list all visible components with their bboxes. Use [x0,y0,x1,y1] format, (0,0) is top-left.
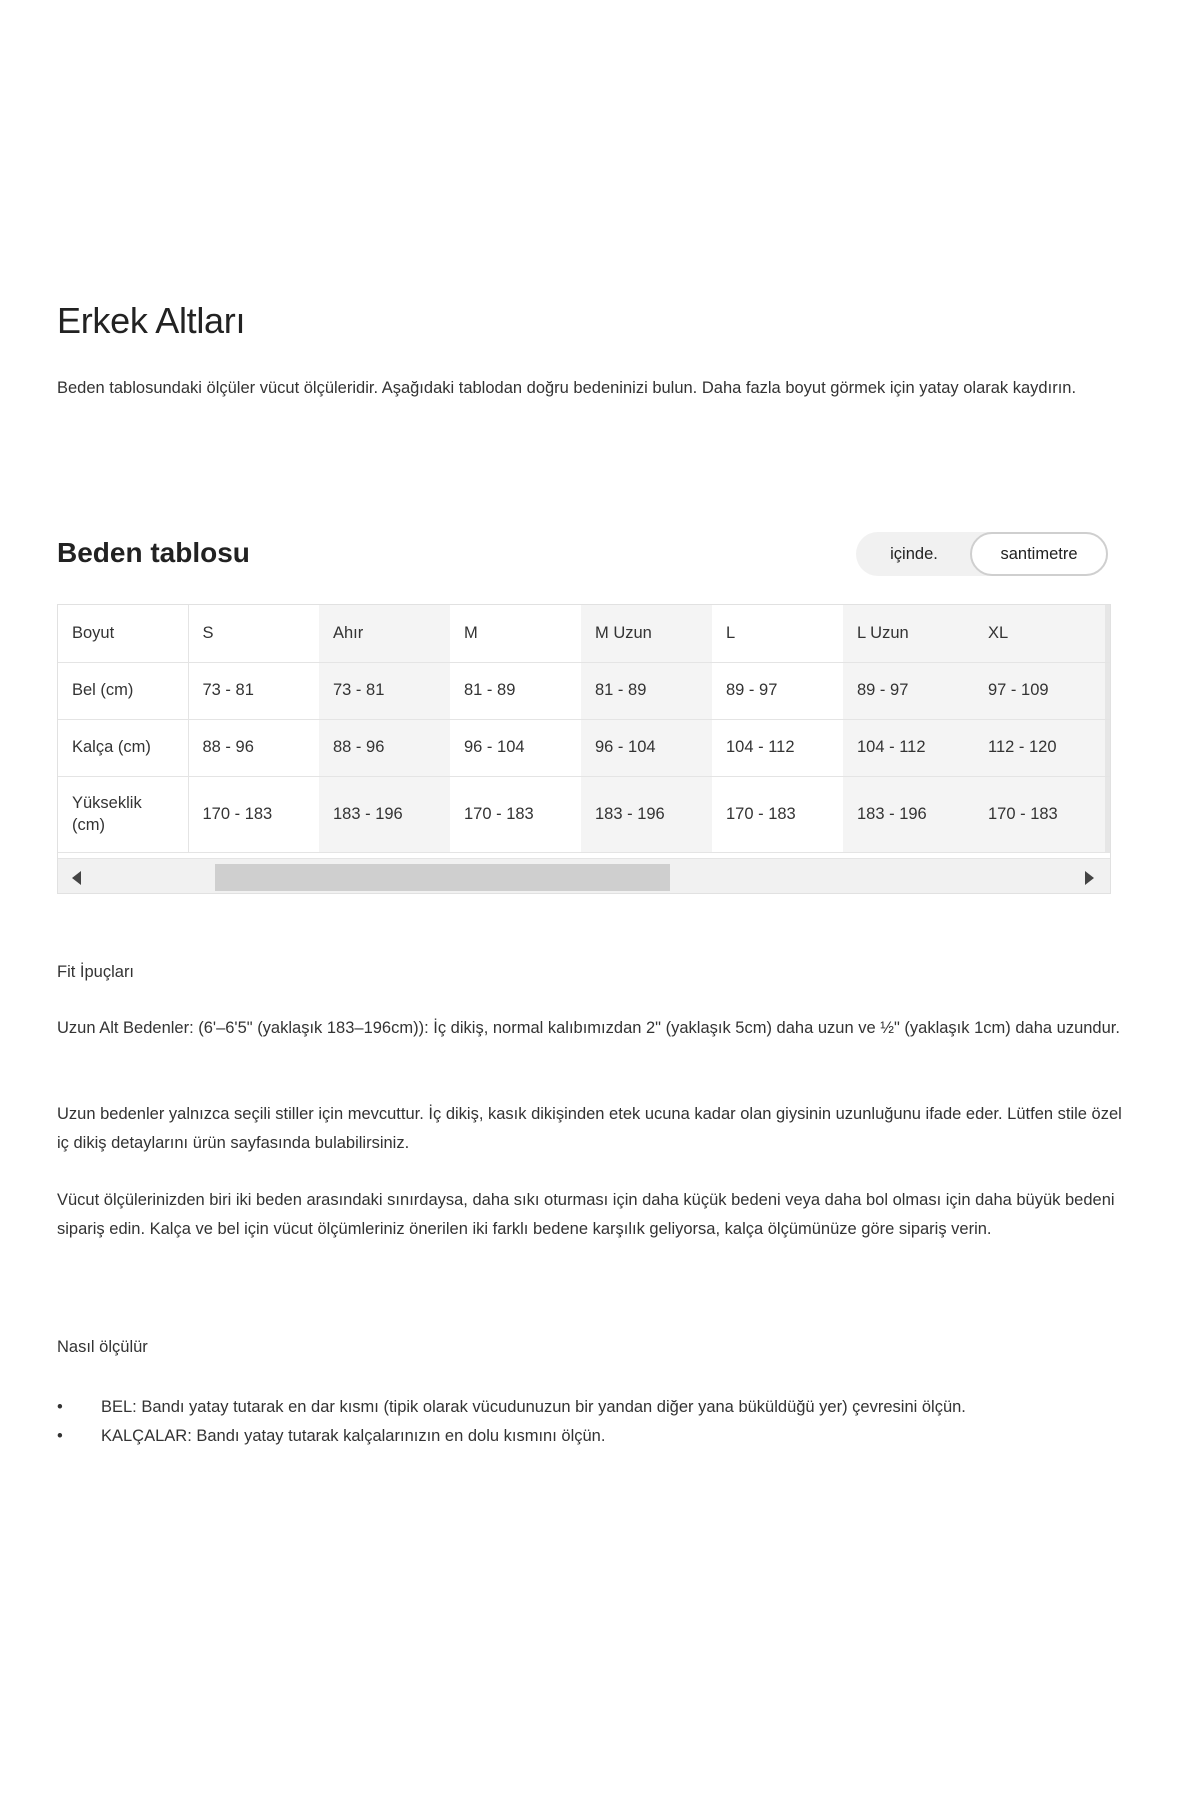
table-row-header: Boyut [58,605,188,662]
table-cell: 81 - 89 [581,662,712,719]
table-cell: 96 - 104 [450,719,581,776]
scroll-right-arrow-icon[interactable] [1085,871,1094,885]
table-cell: 170 - 183 [974,776,1105,852]
table-cell: 112 - 120 [974,719,1105,776]
table-cell: 89 - 97 [712,662,843,719]
size-header-cell: M Uzun [581,605,712,662]
list-item [57,1422,1147,1451]
measure-item-text: BEL: Bandı yatay tutarak en dar kısmı (tipik olarak vücudunuzun bir yandan diğer yana büküldüğü yer) çevresini ölçün. [101,1398,966,1416]
fit-tip-paragraph: Vücut ölçülerinizden biri iki beden arasındaki sınırdaysa, daha sıkı oturması için daha küçük bedeni veya daha bol olması için daha büyük bedeni sipariş edin. Kalça ve bel için vücut ölçümleriniz önerilen iki farklı bedene karşılık geliyorsa, kalça ölçümünüze göre sipariş verin. [57,1191,1115,1238]
size-header-cell: M [450,605,581,662]
table-row-header: Kalça (cm) [58,719,188,776]
scroll-left-arrow-icon[interactable] [72,871,81,885]
table-scroll-edge [1105,662,1111,719]
table-cell: 104 - 112 [712,719,843,776]
size-chart-title: Beden tablosu [57,537,250,568]
unit-cm-option[interactable]: santimetre [970,532,1108,576]
table-scroll-edge [1105,776,1111,852]
bullet-icon: • [57,1398,63,1416]
horizontal-scrollbar[interactable] [58,858,1110,894]
page-title: Erkek Altları [57,300,246,341]
table-cell: 88 - 96 [319,719,450,776]
table-cell: 96 - 104 [581,719,712,776]
measure-item-text: KALÇALAR: Bandı yatay tutarak kalçalarınızın en dolu kısmını ölçün. [101,1427,606,1445]
list-item [57,1393,1147,1422]
scrollbar-thumb[interactable] [215,864,670,891]
table-cell: 104 - 112 [843,719,974,776]
size-header-cell: Ahır [319,605,450,662]
table-cell: 97 - 109 [974,662,1105,719]
size-header-cell: L Uzun [843,605,974,662]
table-row-header: Yükseklik (cm) [58,776,188,852]
size-header-cell: S [188,605,319,662]
fit-tip-paragraph: Uzun bedenler yalnızca seçili stiller için mevcuttur. İç dikiş, kasık dikişinden etek ucuna kadar olan giysinin uzunluğunu ifade eder. Lütfen stile özel iç dikiş detaylarını ürün sayfasında bulabilirsiniz. [57,1105,1122,1152]
table-cell: 170 - 183 [188,776,319,852]
table-cell: 89 - 97 [843,662,974,719]
table-cell: 183 - 196 [581,776,712,852]
intro-text: Beden tablosundaki ölçüler vücut ölçüleridir. Aşağıdaki tablodan doğru bedeninizi bulun. Daha fazla boyut görmek için yatay olarak kaydırın. [57,379,1077,397]
table-cell: 183 - 196 [319,776,450,852]
fit-tip-paragraph: Uzun Alt Bedenler: (6'–6'5" (yaklaşık 183–196cm)): İç dikiş, normal kalıbımızdan 2" (yaklaşık 5cm) daha uzun ve ½" (yaklaşık 1cm) daha uzundur. [57,1019,1120,1037]
table-cell: 88 - 96 [188,719,319,776]
table-cell: 81 - 89 [450,662,581,719]
table-header-row [58,605,1111,662]
size-table [58,605,1111,853]
measure-list [57,1393,1147,1451]
table-row [58,719,1111,776]
table-cell: 73 - 81 [319,662,450,719]
table-scroll-edge [1105,719,1111,776]
table-cell: 170 - 183 [450,776,581,852]
table-cell: 73 - 81 [188,662,319,719]
how-to-measure-heading: Nasıl ölçülür [57,1338,148,1356]
table-row [58,662,1111,719]
bullet-icon: • [57,1427,63,1445]
unit-toggle[interactable] [856,532,1108,576]
table-row-header: Bel (cm) [58,662,188,719]
table-scroll-edge [1105,605,1111,662]
table-cell: 183 - 196 [843,776,974,852]
fit-tips-heading: Fit İpuçları [57,963,135,981]
table-cell: 170 - 183 [712,776,843,852]
size-table-container[interactable] [57,604,1111,894]
size-header-cell: L [712,605,843,662]
unit-inch-option[interactable]: içinde. [890,544,938,563]
size-header-cell: XL [974,605,1105,662]
table-row [58,776,1111,852]
